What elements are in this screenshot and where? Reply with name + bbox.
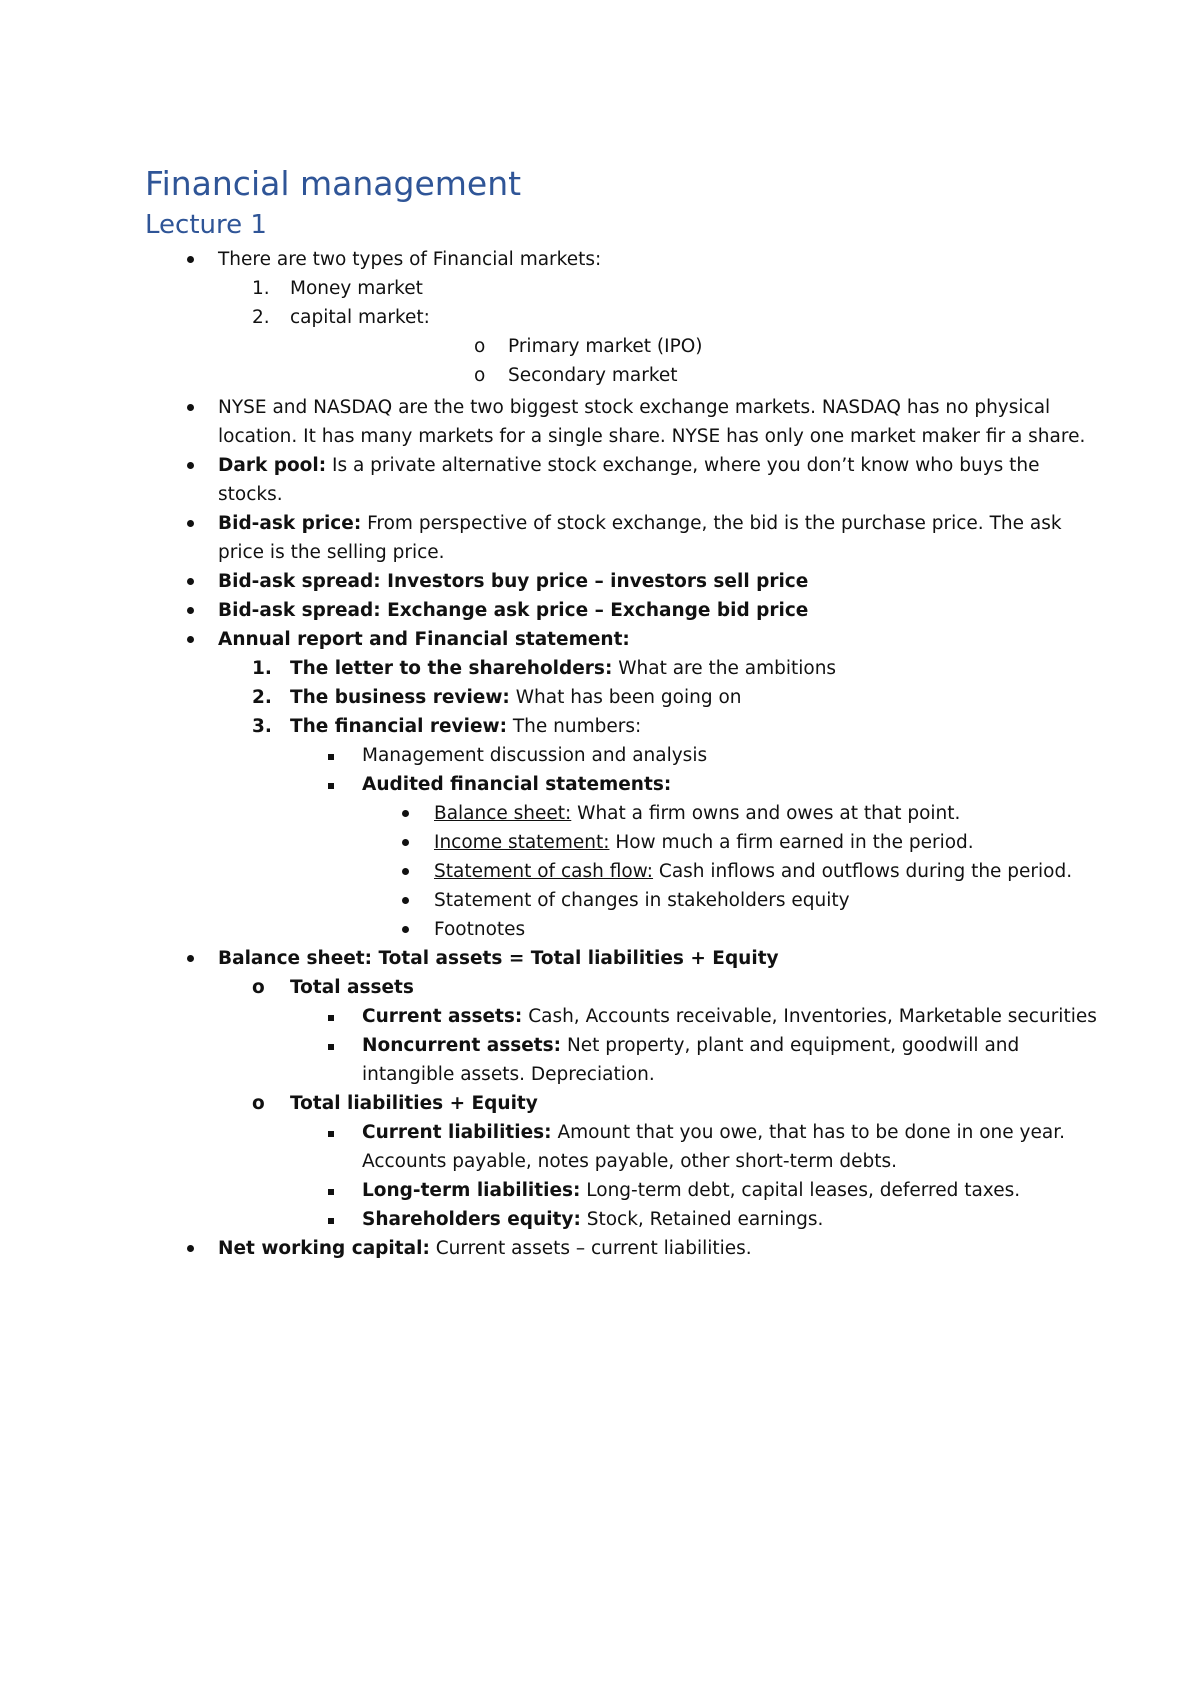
document-title: Financial management	[145, 164, 522, 203]
term-label: Current assets:	[362, 1006, 523, 1027]
list-number: 2.	[252, 687, 272, 708]
term-label: Noncurrent assets:	[362, 1035, 562, 1056]
term-text: Net property, plant and equipment, goodwill and	[561, 1035, 1020, 1056]
list-item	[362, 1177, 1020, 1205]
list-number: 3.	[252, 716, 272, 737]
bullet-icon	[187, 462, 194, 469]
list-item	[362, 1003, 1097, 1031]
list-item: Audited financial statements:	[362, 774, 672, 795]
term-text: Stock, Retained earnings.	[580, 1209, 824, 1230]
list-number: 2.	[252, 307, 270, 328]
list-item: Statement of changes in stakeholders equity	[434, 890, 850, 911]
circle-bullet-icon: o	[474, 336, 486, 357]
term-text: Cash, Accounts receivable, Inventories, Marketable securities	[522, 1006, 1097, 1027]
list-number: 1.	[252, 278, 270, 299]
circle-bullet-icon: o	[252, 977, 265, 998]
term-label: Income statement:	[434, 832, 610, 853]
term-text: What a firm owns and owes at that point.	[571, 803, 961, 824]
bullet-icon	[187, 404, 194, 411]
term-label: Shareholders equity:	[362, 1209, 581, 1230]
square-bullet-icon	[328, 754, 334, 760]
term-label: Long-term liabilities:	[362, 1180, 581, 1201]
bullet-icon	[187, 578, 194, 585]
list-item: Primary market (IPO)	[508, 336, 703, 357]
square-bullet-icon	[328, 1218, 334, 1224]
term-label: Balance sheet:	[434, 803, 572, 824]
term-label: Net working capital:	[218, 1238, 430, 1259]
list-item: Total liabilities + Equity	[290, 1093, 538, 1114]
term-label: Statement of cash flow:	[434, 861, 654, 882]
list-item: Total assets	[290, 977, 414, 998]
list-item-continuation: location. It has many markets for a single share. NYSE has only one market maker fir a share.	[218, 426, 1086, 447]
bullet-icon	[402, 868, 409, 875]
circle-bullet-icon: o	[474, 365, 486, 386]
bullet-icon	[187, 1245, 194, 1252]
bullet-icon	[402, 810, 409, 817]
term-label: Current liabilities:	[362, 1122, 552, 1143]
list-item	[218, 452, 1040, 480]
term-label: The financial review:	[290, 716, 507, 737]
term-text: What has been going on	[509, 687, 742, 708]
term-text: Current assets – current liabilities.	[429, 1238, 752, 1259]
square-bullet-icon	[328, 1044, 334, 1050]
term-label: The business review:	[290, 687, 510, 708]
list-item	[290, 713, 641, 741]
term-text: From perspective of stock exchange, the bid is the purchase price. The ask	[361, 513, 1062, 534]
square-bullet-icon	[328, 1131, 334, 1137]
bullet-icon	[187, 256, 194, 263]
list-item	[218, 1235, 752, 1263]
list-item	[362, 1032, 1019, 1060]
term-text: What are the ambitions	[612, 658, 837, 679]
list-item: Balance sheet: Total assets = Total liabilities + Equity	[218, 948, 779, 969]
list-item	[290, 655, 836, 683]
square-bullet-icon	[328, 1189, 334, 1195]
list-item	[362, 1206, 823, 1234]
list-item-continuation: stocks.	[218, 484, 283, 505]
list-item: Secondary market	[508, 365, 678, 386]
list-item: Footnotes	[434, 919, 526, 940]
list-number: 1.	[252, 658, 272, 679]
list-item	[434, 858, 1072, 886]
term-text: Amount that you owe, that has to be done in one year.	[551, 1122, 1065, 1143]
list-item: Bid-ask spread: Investors buy price – investors sell price	[218, 571, 809, 592]
list-item: Money market	[290, 278, 423, 299]
list-item: NYSE and NASDAQ are the two biggest stock exchange markets. NASDAQ has no physical	[218, 397, 1051, 418]
list-item-continuation: Accounts payable, notes payable, other short-term debts.	[362, 1151, 898, 1172]
list-item	[362, 1119, 1065, 1147]
lecture-heading: Lecture 1	[145, 210, 267, 240]
list-item: Management discussion and analysis	[362, 745, 708, 766]
list-item: Annual report and Financial statement:	[218, 629, 630, 650]
bullet-icon	[402, 926, 409, 933]
bullet-icon	[187, 955, 194, 962]
term-text: Long-term debt, capital leases, deferred taxes.	[580, 1180, 1021, 1201]
term-text: Is a private alternative stock exchange, where you don’t know who buys the	[326, 455, 1040, 476]
list-item-continuation: price is the selling price.	[218, 542, 445, 563]
term-label: Dark pool:	[218, 455, 327, 476]
list-item	[218, 510, 1062, 538]
term-text: How much a firm earned in the period.	[609, 832, 974, 853]
square-bullet-icon	[328, 1015, 334, 1021]
list-item: capital market:	[290, 307, 430, 328]
bullet-icon	[402, 839, 409, 846]
term-label: The letter to the shareholders:	[290, 658, 613, 679]
bullet-icon	[187, 520, 194, 527]
list-item: Bid-ask spread: Exchange ask price – Exchange bid price	[218, 600, 809, 621]
list-item-continuation: intangible assets. Depreciation.	[362, 1064, 655, 1085]
square-bullet-icon	[328, 783, 334, 789]
list-item	[434, 829, 974, 857]
circle-bullet-icon: o	[252, 1093, 265, 1114]
list-item	[290, 684, 742, 712]
list-item: There are two types of Financial markets:	[218, 249, 602, 270]
term-label: Bid-ask price:	[218, 513, 362, 534]
bullet-icon	[187, 607, 194, 614]
bullet-icon	[402, 897, 409, 904]
term-text: The numbers:	[507, 716, 642, 737]
bullet-icon	[187, 636, 194, 643]
term-text: Cash inflows and outflows during the period.	[653, 861, 1073, 882]
list-item	[434, 800, 960, 828]
